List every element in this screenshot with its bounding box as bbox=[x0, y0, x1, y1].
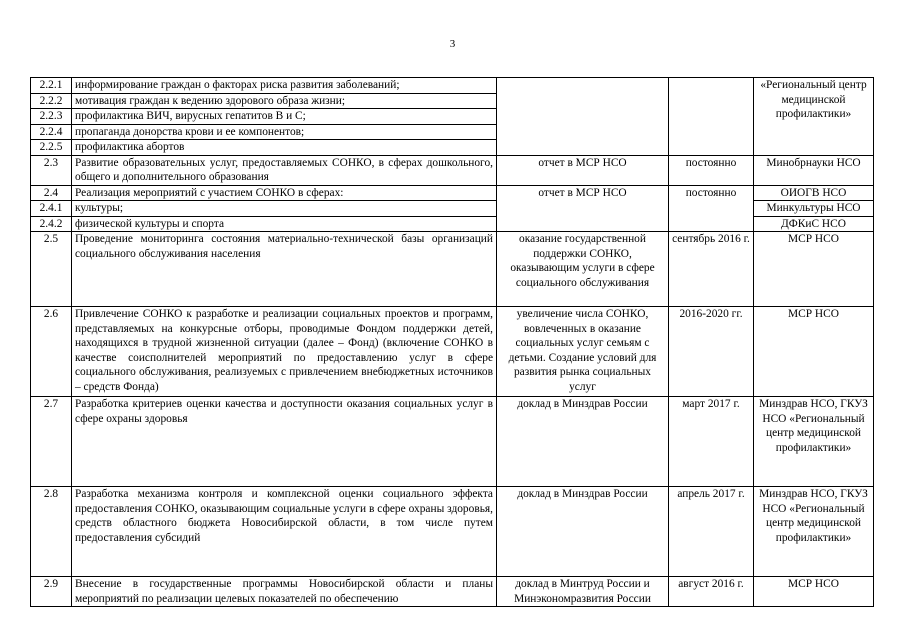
row-text: физической культуры и спорта bbox=[72, 216, 497, 232]
row-text: Разработка механизма контроля и комплексной оценки социального эффекта предоставления СОНКО, оказывающим социальные услуги в сфере охраны здоровья, средств областного бюджета Новосибирской области, в том числе путем предоставления субсидий bbox=[72, 487, 497, 577]
row-executor: Минздрав НСО, ГКУЗ НСО «Региональный центр медицинской профилактики» bbox=[754, 397, 874, 487]
row-result: отчет в МСР НСО bbox=[497, 185, 669, 232]
page-number: 3 bbox=[449, 38, 456, 50]
table-row bbox=[31, 397, 874, 487]
row-number: 2.2.4 bbox=[31, 124, 72, 140]
row-result: оказание государственной поддержки СОНКО, оказывающим услуги в сфере социального обслуживания bbox=[497, 232, 669, 307]
row-executor: МСР НСО bbox=[754, 577, 874, 607]
row-term: апрель 2017 г. bbox=[669, 487, 754, 577]
row-term: август 2016 г. bbox=[669, 577, 754, 607]
row-executor: ОИОГВ НСО bbox=[754, 185, 874, 201]
row-number: 2.2.2 bbox=[31, 93, 72, 109]
row-number: 2.5 bbox=[31, 232, 72, 307]
row-term: постоянно bbox=[669, 155, 754, 185]
row-executor: «Региональный центр медицинской профилактики» bbox=[754, 78, 874, 156]
row-result bbox=[497, 78, 669, 156]
row-number: 2.8 bbox=[31, 487, 72, 577]
row-text: профилактика абортов bbox=[72, 140, 497, 156]
row-term: постоянно bbox=[669, 185, 754, 232]
table-row bbox=[31, 577, 874, 607]
row-text: Проведение мониторинга состояния материально-технической базы организаций социального обслуживания населения bbox=[72, 232, 497, 307]
table-row bbox=[31, 185, 874, 201]
row-result: доклад в Минздрав России bbox=[497, 487, 669, 577]
row-number: 2.6 bbox=[31, 307, 72, 397]
row-number: 2.3 bbox=[31, 155, 72, 185]
row-term bbox=[669, 78, 754, 156]
row-term: сентябрь 2016 г. bbox=[669, 232, 754, 307]
row-text: культуры; bbox=[72, 201, 497, 217]
row-result: доклад в Минтруд России и Минэкономразвития России bbox=[497, 577, 669, 607]
row-executor: МСР НСО bbox=[754, 232, 874, 307]
row-number: 2.2.5 bbox=[31, 140, 72, 156]
table-row bbox=[31, 487, 874, 577]
row-term: март 2017 г. bbox=[669, 397, 754, 487]
row-number: 2.7 bbox=[31, 397, 72, 487]
row-text: Разработка критериев оценки качества и доступности оказания социальных услуг в сфере охраны здоровья bbox=[72, 397, 497, 487]
row-executor: ДФКиС НСО bbox=[754, 216, 874, 232]
row-number: 2.9 bbox=[31, 577, 72, 607]
row-text: Реализация мероприятий с участием СОНКО в сферах: bbox=[72, 185, 497, 201]
row-term: 2016-2020 гг. bbox=[669, 307, 754, 397]
row-executor: Минкультуры НСО bbox=[754, 201, 874, 217]
row-number: 2.4 bbox=[31, 185, 72, 201]
table-row bbox=[31, 78, 874, 94]
action-plan-table bbox=[30, 77, 874, 607]
row-executor: МСР НСО bbox=[754, 307, 874, 397]
row-number: 2.4.2 bbox=[31, 216, 72, 232]
table-row bbox=[31, 307, 874, 397]
row-text: информирование граждан о факторах риска развития заболеваний; bbox=[72, 78, 497, 94]
row-number: 2.2.1 bbox=[31, 78, 72, 94]
table-row bbox=[31, 155, 874, 185]
table-row bbox=[31, 232, 874, 307]
row-number: 2.4.1 bbox=[31, 201, 72, 217]
row-result: увеличение числа СОНКО, вовлеченных в оказание социальных услуг семьям с детьми. Создание условий для развития рынка социальных услуг bbox=[497, 307, 669, 397]
row-result: доклад в Минздрав России bbox=[497, 397, 669, 487]
row-text: пропаганда донорства крови и ее компонентов; bbox=[72, 124, 497, 140]
row-text: Развитие образовательных услуг, предоставляемых СОНКО, в сферах дошкольного, общего и дополнительного образования bbox=[72, 155, 497, 185]
row-text: Привлечение СОНКО к разработке и реализации социальных проектов и программ, представляемых на конкурсные отборы, проводимые Фондом поддержки детей, находящихся в трудной жизненной ситуации (далее – Фонд) (включение СОНКО в качестве соисполнителей мероприятий по предоставлению услуг в сфере социального обслуживания, реализуемых с привлечением внебюджетных источников – средств Фонда) bbox=[72, 307, 497, 397]
row-text: профилактика ВИЧ, вирусных гепатитов В и С; bbox=[72, 109, 497, 125]
row-number: 2.2.3 bbox=[31, 109, 72, 125]
row-text: Внесение в государственные программы Новосибирской области и планы мероприятий по реализации целевых показателей по обеспечению bbox=[72, 577, 497, 607]
row-executor: Минздрав НСО, ГКУЗ НСО «Региональный центр медицинской профилактики» bbox=[754, 487, 874, 577]
row-text: мотивация граждан к ведению здорового образа жизни; bbox=[72, 93, 497, 109]
row-result: отчет в МСР НСО bbox=[497, 155, 669, 185]
row-executor: Минобрнауки НСО bbox=[754, 155, 874, 185]
